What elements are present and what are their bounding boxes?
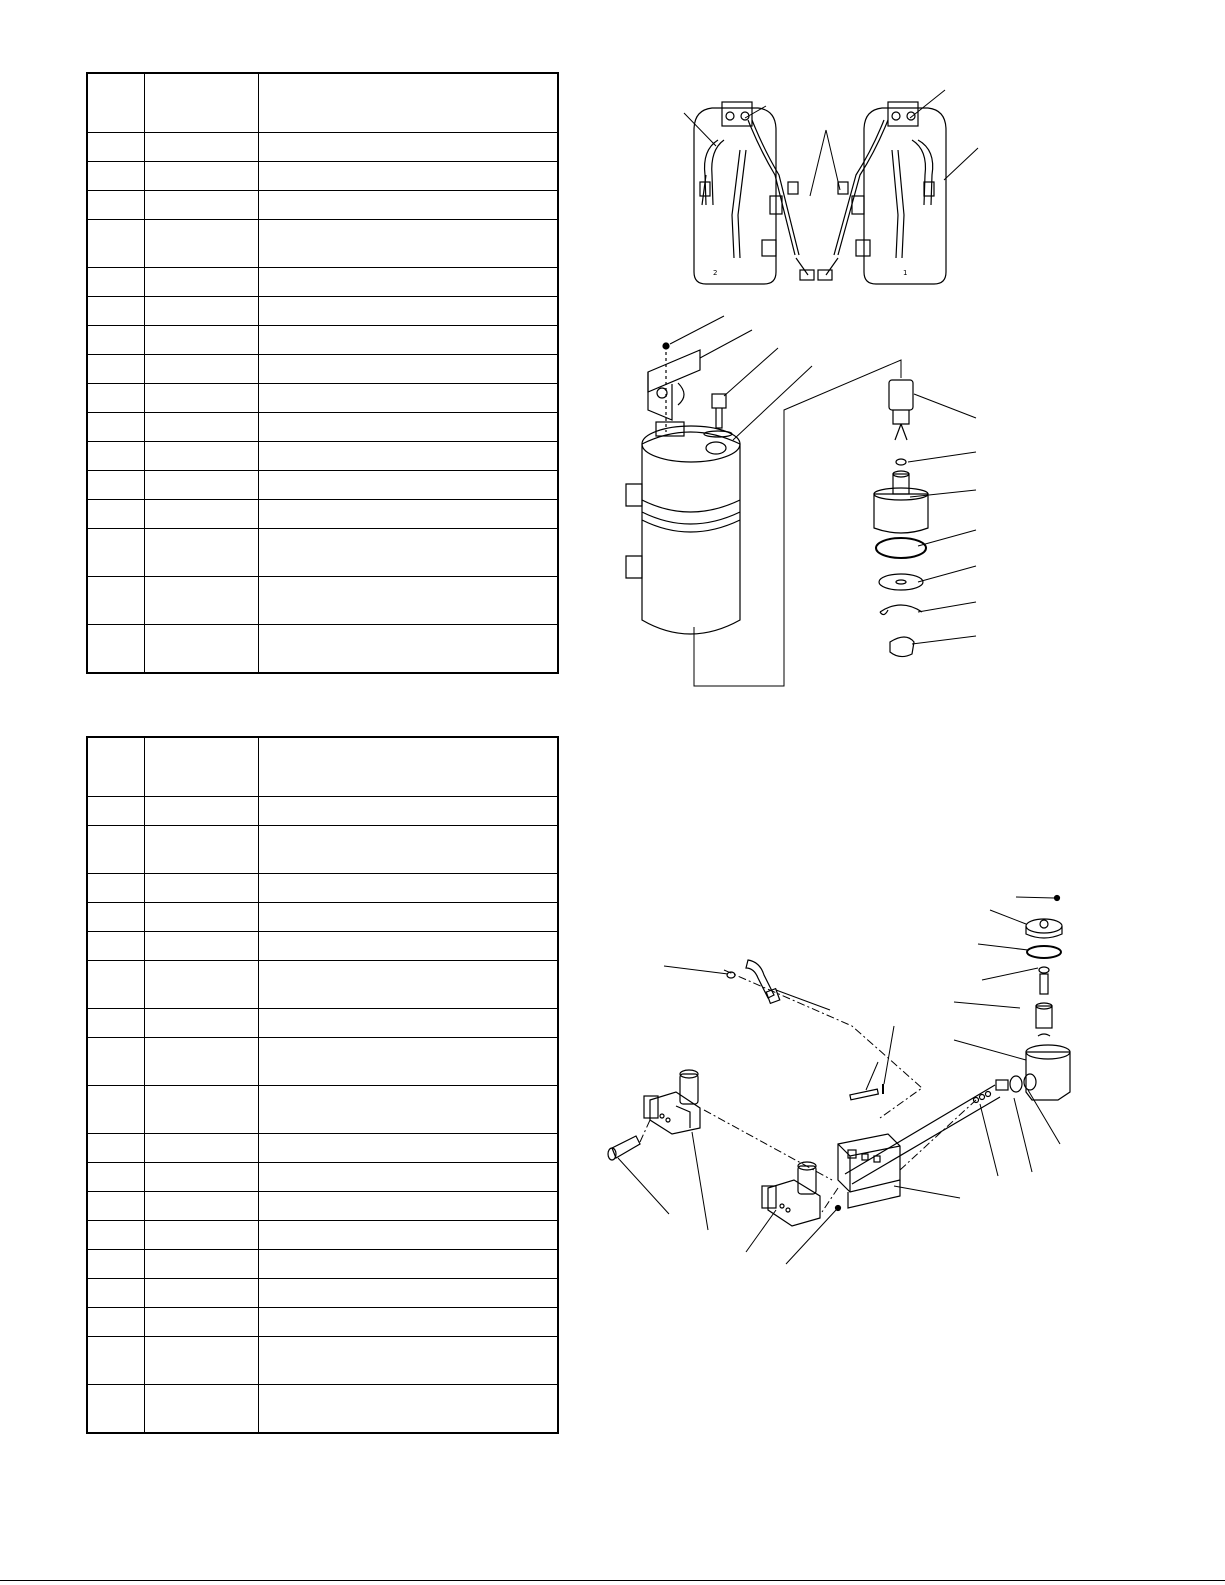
receiver-tank-pair-figure <box>684 90 978 284</box>
page-bottom-rule <box>0 1580 1225 1581</box>
tank-number-1: 1 <box>903 269 908 277</box>
connector-fitting <box>608 1136 640 1160</box>
tank-number-2: 2 <box>713 269 718 277</box>
valve-body <box>1024 1045 1070 1100</box>
manifold-block <box>838 1134 900 1208</box>
receiver-tank-1 <box>818 102 946 284</box>
receiver-drier-exploded-figure <box>626 316 976 686</box>
leader-lines-fig1 <box>684 90 978 196</box>
valve-cover-stack <box>1026 896 1062 1037</box>
drier-tank <box>626 422 740 634</box>
mounting-bracket <box>648 350 700 420</box>
solenoid-valve-1 <box>644 1070 700 1134</box>
manifold-tube <box>845 1085 1000 1184</box>
elbow-fitting <box>727 960 780 1003</box>
receiver-tank-2 <box>694 102 814 284</box>
sight-glass-stack <box>874 380 928 657</box>
pressure-switch <box>704 394 732 437</box>
phantom-lines-fig3 <box>640 970 976 1212</box>
leader-lines-fig2 <box>670 316 976 644</box>
valve-manifold-exploded-figure <box>608 896 1070 1265</box>
solenoid-valve-2 <box>762 1162 820 1226</box>
